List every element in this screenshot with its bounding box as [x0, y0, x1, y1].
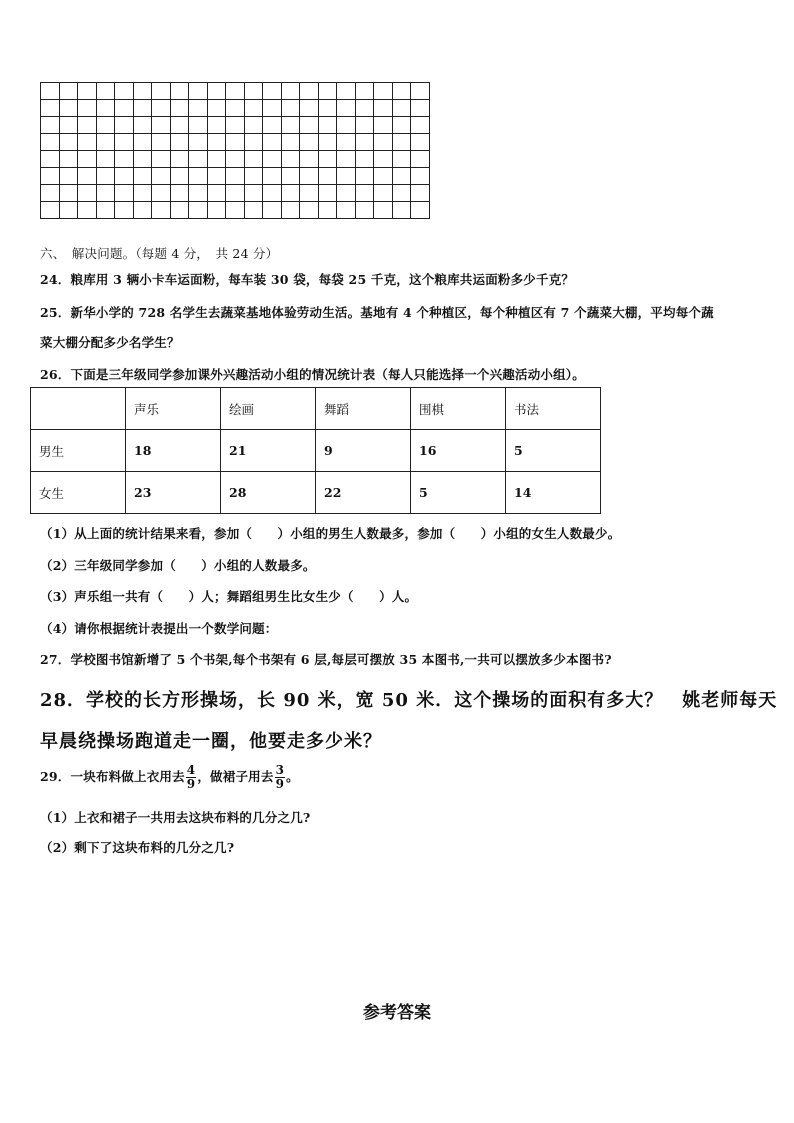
- grid-cell: [392, 117, 411, 134]
- grid-cell: [411, 83, 430, 100]
- grid-cell: [281, 134, 300, 151]
- grid-cell: [133, 168, 152, 185]
- grid-cell: [115, 168, 134, 185]
- grid-cell: [392, 168, 411, 185]
- grid-cell: [355, 185, 374, 202]
- grid-cell: [318, 185, 337, 202]
- grid-cell: [355, 202, 374, 219]
- grid-cell: [78, 100, 97, 117]
- grid-cell: [96, 168, 115, 185]
- grid-cell: [374, 151, 393, 168]
- question-29: [40, 764, 299, 791]
- grid-cell: [78, 117, 97, 134]
- table-cell: 22: [316, 472, 411, 514]
- grid-cell: [411, 117, 430, 134]
- grid-cell: [337, 202, 356, 219]
- grid-cell: [152, 202, 171, 219]
- grid-cell: [411, 202, 430, 219]
- grid-cell: [41, 185, 60, 202]
- grid-cell: [300, 168, 319, 185]
- table-header-cell: [31, 388, 126, 430]
- table-cell: 男生: [31, 430, 126, 472]
- grid-cell: [263, 151, 282, 168]
- grid-cell: [337, 83, 356, 100]
- grid-cell: [244, 202, 263, 219]
- grid-cell: [96, 185, 115, 202]
- grid-cell: [374, 202, 393, 219]
- grid-cell: [170, 134, 189, 151]
- table-cell: 5: [411, 472, 506, 514]
- grid-cell: [152, 83, 171, 100]
- grid-cell: [41, 117, 60, 134]
- grid-cell: [337, 168, 356, 185]
- grid-cell: [96, 202, 115, 219]
- grid-cell: [300, 117, 319, 134]
- grid-cell: [115, 202, 134, 219]
- grid-cell: [392, 151, 411, 168]
- grid-cell: [300, 100, 319, 117]
- question-25-line2: 菜大棚分配多少名学生？: [40, 335, 180, 350]
- answer-section-title: 参考答案: [363, 1003, 431, 1023]
- question-29-middle: ，做裙子用去: [197, 769, 274, 784]
- table-header-cell: 围棋: [411, 388, 506, 430]
- grid-cell: [59, 134, 78, 151]
- grid-cell: [59, 83, 78, 100]
- grid-cell: [115, 151, 134, 168]
- grid-cell: [374, 100, 393, 117]
- grid-cell: [281, 202, 300, 219]
- table-cell: 18: [126, 430, 221, 472]
- grid-cell: [411, 168, 430, 185]
- table-header-cell: 声乐: [126, 388, 221, 430]
- grid-cell: [263, 100, 282, 117]
- grid-cell: [78, 151, 97, 168]
- grid-cell: [96, 134, 115, 151]
- section-6-heading: 六、 解决问题。（每题 4 分， 共 24 分）: [40, 246, 279, 261]
- grid-cell: [300, 202, 319, 219]
- question-27: 27．学校图书馆新增了 5 个书架,每个书架有 6 层,每层可摆放 35 本图书,一共可以摆放多少本图书?: [40, 652, 612, 667]
- grid-cell: [152, 134, 171, 151]
- grid-cell: [115, 134, 134, 151]
- grid-cell: [152, 117, 171, 134]
- grid-cell: [96, 117, 115, 134]
- writing-grid: [40, 82, 430, 219]
- grid-cell: [281, 83, 300, 100]
- grid-cell: [281, 168, 300, 185]
- question-28-line1: 28．学校的长方形操场，长 90 米，宽 50 米．这个操场的面积有多大？ 姚老师每天: [40, 690, 778, 711]
- table-cell: 28: [221, 472, 316, 514]
- grid-cell: [152, 100, 171, 117]
- grid-cell: [318, 83, 337, 100]
- grid-cell: [170, 83, 189, 100]
- grid-cell: [411, 185, 430, 202]
- grid-cell: [78, 83, 97, 100]
- grid-cell: [41, 168, 60, 185]
- table-header-row: [31, 388, 601, 430]
- grid-cell: [207, 83, 226, 100]
- grid-cell: [411, 151, 430, 168]
- grid-cell: [392, 100, 411, 117]
- grid-cell: [207, 117, 226, 134]
- grid-cell: [115, 83, 134, 100]
- grid-cell: [189, 202, 208, 219]
- grid-cell: [133, 151, 152, 168]
- grid-cell: [300, 151, 319, 168]
- grid-cell: [244, 134, 263, 151]
- grid-cell: [59, 117, 78, 134]
- grid-cell: [189, 134, 208, 151]
- grid-cell: [337, 117, 356, 134]
- grid-cell: [226, 100, 245, 117]
- grid-cell: [189, 83, 208, 100]
- grid-cell: [263, 83, 282, 100]
- grid-cell: [133, 117, 152, 134]
- grid-cell: [78, 202, 97, 219]
- table-cell: 21: [221, 430, 316, 472]
- grid-cell: [300, 185, 319, 202]
- grid-cell: [189, 168, 208, 185]
- grid-cell: [189, 100, 208, 117]
- table-header-cell: 绘画: [221, 388, 316, 430]
- grid-cell: [78, 168, 97, 185]
- grid-cell: [152, 151, 171, 168]
- grid-cell: [189, 185, 208, 202]
- grid-cell: [59, 100, 78, 117]
- grid-cell: [133, 100, 152, 117]
- grid-cell: [244, 185, 263, 202]
- grid-cell: [263, 168, 282, 185]
- grid-cell: [170, 168, 189, 185]
- grid-cell: [226, 202, 245, 219]
- grid-cell: [244, 151, 263, 168]
- grid-cell: [207, 100, 226, 117]
- grid-cell: [189, 117, 208, 134]
- grid-cell: [355, 151, 374, 168]
- grid-cell: [41, 100, 60, 117]
- grid-cell: [411, 134, 430, 151]
- question-24: 24．粮库用 3 辆小卡车运面粉，每车装 30 袋，每袋 25 千克，这个粮库共运面粉多少千克？: [40, 272, 575, 287]
- grid-cell: [318, 151, 337, 168]
- question-26: 26．下面是三年级同学参加课外兴趣活动小组的情况统计表（每人只能选择一个兴趣活动小组）。: [40, 367, 585, 382]
- grid-cell: [318, 117, 337, 134]
- grid-cell: [226, 151, 245, 168]
- fraction-three-ninths: $\frac{3}{9}$: [275, 763, 285, 791]
- table-row: [31, 430, 601, 472]
- grid-cell: [244, 168, 263, 185]
- grid-cell: [170, 100, 189, 117]
- grid-cell: [355, 83, 374, 100]
- grid-cell: [374, 83, 393, 100]
- grid-cell: [115, 100, 134, 117]
- grid-cell: [78, 134, 97, 151]
- grid-cell: [133, 83, 152, 100]
- grid-cell: [189, 151, 208, 168]
- question-29-part2: （2）剩下了这块布料的几分之几?: [40, 840, 235, 855]
- grid-cell: [170, 117, 189, 134]
- grid-cell: [318, 100, 337, 117]
- grid-cell: [133, 134, 152, 151]
- grid-cell: [263, 134, 282, 151]
- grid-cell: [411, 100, 430, 117]
- grid-cell: [355, 134, 374, 151]
- grid-cell: [226, 134, 245, 151]
- grid-cell: [374, 117, 393, 134]
- interest-group-table: [30, 387, 601, 514]
- grid-cell: [226, 117, 245, 134]
- table-cell: 14: [506, 472, 601, 514]
- grid-cell: [337, 185, 356, 202]
- grid-cell: [374, 185, 393, 202]
- grid-cell: [263, 185, 282, 202]
- table-row: [31, 472, 601, 514]
- grid-cell: [392, 185, 411, 202]
- grid-cell: [318, 168, 337, 185]
- fraction-four-ninths: $\frac{4}{9}$: [186, 763, 196, 791]
- grid-cell: [152, 185, 171, 202]
- question-26-part1: （1）从上面的统计结果来看，参加（ ）小组的男生人数最多，参加（ ）小组的女生人数最少。: [40, 526, 621, 541]
- grid-cell: [59, 168, 78, 185]
- grid-cell: [207, 134, 226, 151]
- grid-cell: [115, 117, 134, 134]
- grid-cell: [226, 83, 245, 100]
- table-header-cell: 书法: [506, 388, 601, 430]
- grid-cell: [170, 151, 189, 168]
- table-cell: 5: [506, 430, 601, 472]
- question-26-part3: （3）声乐组一共有（ ）人；舞蹈组男生比女生少（ ）人。: [40, 589, 418, 604]
- grid-cell: [96, 83, 115, 100]
- grid-cell: [318, 202, 337, 219]
- grid-cell: [281, 151, 300, 168]
- grid-cell: [41, 202, 60, 219]
- table-cell: 女生: [31, 472, 126, 514]
- grid-cell: [244, 117, 263, 134]
- grid-cell: [207, 151, 226, 168]
- grid-cell: [59, 185, 78, 202]
- grid-cell: [59, 202, 78, 219]
- grid-cell: [337, 151, 356, 168]
- table-header-cell: 舞蹈: [316, 388, 411, 430]
- question-29-prefix: 29．一块布料做上衣用去: [40, 769, 185, 784]
- grid-cell: [226, 168, 245, 185]
- table-cell: 16: [411, 430, 506, 472]
- question-29-suffix: 。: [286, 769, 299, 784]
- grid-cell: [207, 168, 226, 185]
- grid-cell: [96, 151, 115, 168]
- grid-cell: [281, 117, 300, 134]
- grid-cell: [41, 83, 60, 100]
- question-29-part1: （1）上衣和裙子一共用去这块布料的几分之几?: [40, 810, 311, 825]
- table-cell: 9: [316, 430, 411, 472]
- grid-cell: [392, 202, 411, 219]
- grid-cell: [41, 151, 60, 168]
- grid-cell: [300, 134, 319, 151]
- grid-cell: [281, 185, 300, 202]
- grid-cell: [263, 117, 282, 134]
- grid-cell: [392, 83, 411, 100]
- grid-cell: [263, 202, 282, 219]
- grid-cell: [355, 168, 374, 185]
- question-28-line2: 早晨绕操场跑道走一圈，他要走多少米？: [40, 731, 382, 752]
- grid-cell: [244, 100, 263, 117]
- grid-cell: [318, 134, 337, 151]
- grid-cell: [41, 134, 60, 151]
- question-25-line1: 25．新华小学的 728 名学生去蔬菜基地体验劳动生活。基地有 4 个种植区，每个种植区有 7 个蔬菜大棚，平均每个蔬: [40, 305, 714, 320]
- grid-cell: [170, 202, 189, 219]
- grid-cell: [133, 202, 152, 219]
- grid-cell: [300, 83, 319, 100]
- grid-cell: [337, 100, 356, 117]
- grid-cell: [115, 185, 134, 202]
- grid-cell: [133, 185, 152, 202]
- grid-cell: [152, 168, 171, 185]
- grid-cell: [207, 185, 226, 202]
- grid-cell: [207, 202, 226, 219]
- grid-cell: [392, 134, 411, 151]
- grid-cell: [78, 185, 97, 202]
- grid-cell: [244, 83, 263, 100]
- grid-cell: [170, 185, 189, 202]
- question-26-part4: （4）请你根据统计表提出一个数学问题：: [40, 621, 278, 636]
- grid-cell: [96, 100, 115, 117]
- grid-cell: [355, 100, 374, 117]
- question-26-part2: （2）三年级同学参加（ ）小组的人数最多。: [40, 558, 316, 573]
- table-cell: 23: [126, 472, 221, 514]
- grid-cell: [374, 134, 393, 151]
- grid-cell: [355, 117, 374, 134]
- grid-cell: [59, 151, 78, 168]
- grid-cell: [337, 134, 356, 151]
- grid-cell: [281, 100, 300, 117]
- grid-cell: [374, 168, 393, 185]
- grid-cell: [226, 185, 245, 202]
